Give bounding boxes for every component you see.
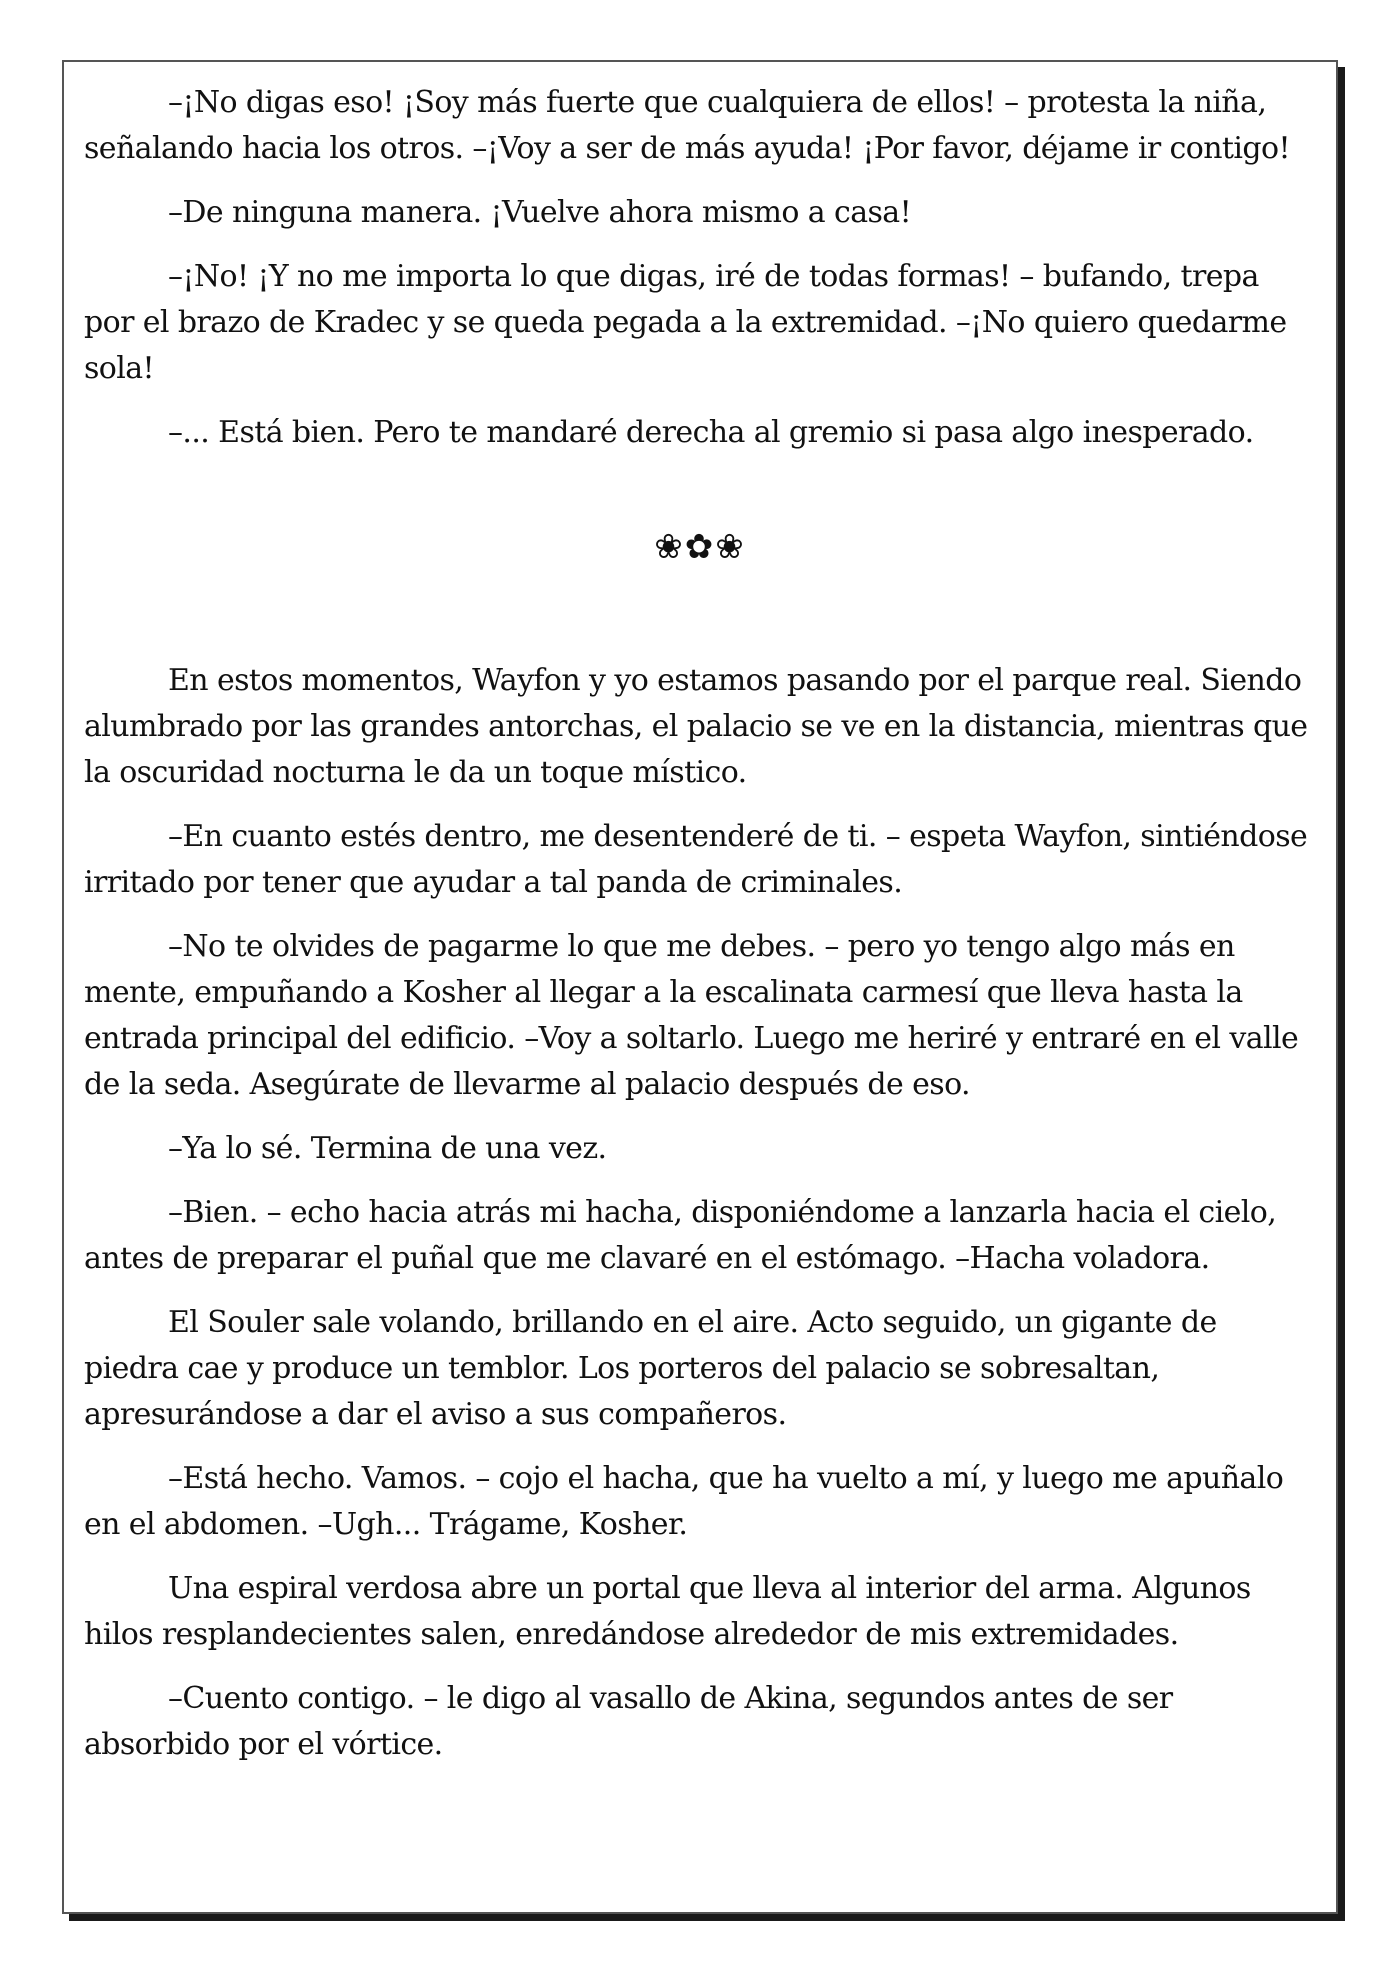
paragraph: –En cuanto estés dentro, me desentenderé de ti. – espeta Wayfon, sintiéndose irritado por tener que ayudar a tal panda de criminales.: [84, 819, 1308, 900]
paragraph: –Cuento contigo. – le digo al vasallo de Akina, segundos antes de ser absorbido por el vórtice.: [84, 1681, 1173, 1762]
paragraph: –¡No! ¡Y no me importa lo que digas, iré de todas formas! – bufando, trepa por el brazo de Kradec y se queda pegada a la extremidad. –¡No quiero quedarme sola!: [84, 259, 1287, 386]
paragraph: –Ya lo sé. Termina de una vez.: [168, 1131, 607, 1166]
paragraph: El Souler sale volando, brillando en el aire. Acto seguido, un gigante de piedra cae y produce un temblor. Los porteros del palacio se sobresaltan, apresurándose a dar el aviso a sus compañeros.: [84, 1305, 1217, 1432]
paragraph: –Bien. – echo hacia atrás mi hacha, disponiéndome a lanzarla hacia el cielo, antes de preparar el puñal que me clavaré en el estómago. –Hacha voladora.: [84, 1195, 1277, 1276]
document-body: [84, 80, 1316, 1786]
paragraph: –No te olvides de pagarme lo que me debes. – pero yo tengo algo más en mente, empuñando a Kosher al llegar a la escalinata carmesí que lleva hasta la entrada principal del edificio. –Voy a soltarlo. Luego me heriré y entraré en el valle de la seda. Asegúrate de llevarme al palacio después de eso.: [84, 929, 1299, 1102]
paragraph: –... Está bien. Pero te mandaré derecha al gremio si pasa algo inesperado.: [168, 415, 1254, 450]
paragraph: –¡No digas eso! ¡Soy más fuerte que cualquiera de ellos! – protesta la niña, señalando hacia los otros. –¡Voy a ser de más ayuda! ¡Por favor, déjame ir contigo!: [84, 85, 1290, 166]
scene-break-ornament: ❀✿❀: [654, 527, 746, 567]
paragraph: Una espiral verdosa abre un portal que lleva al interior del arma. Algunos hilos resplandecientes salen, enredándose alrededor de mis extremidades.: [84, 1571, 1251, 1652]
paragraph: En estos momentos, Wayfon y yo estamos pasando por el parque real. Siendo alumbrado por las grandes antorchas, el palacio se ve en la distancia, mientras que la oscuridad nocturna le da un toque místico.: [84, 663, 1308, 790]
paragraph: –De ninguna manera. ¡Vuelve ahora mismo a casa!: [168, 195, 912, 230]
paragraph: –Está hecho. Vamos. – cojo el hacha, que ha vuelto a mí, y luego me apuñalo en el abdomen. –Ugh... Trágame, Kosher.: [84, 1461, 1284, 1542]
